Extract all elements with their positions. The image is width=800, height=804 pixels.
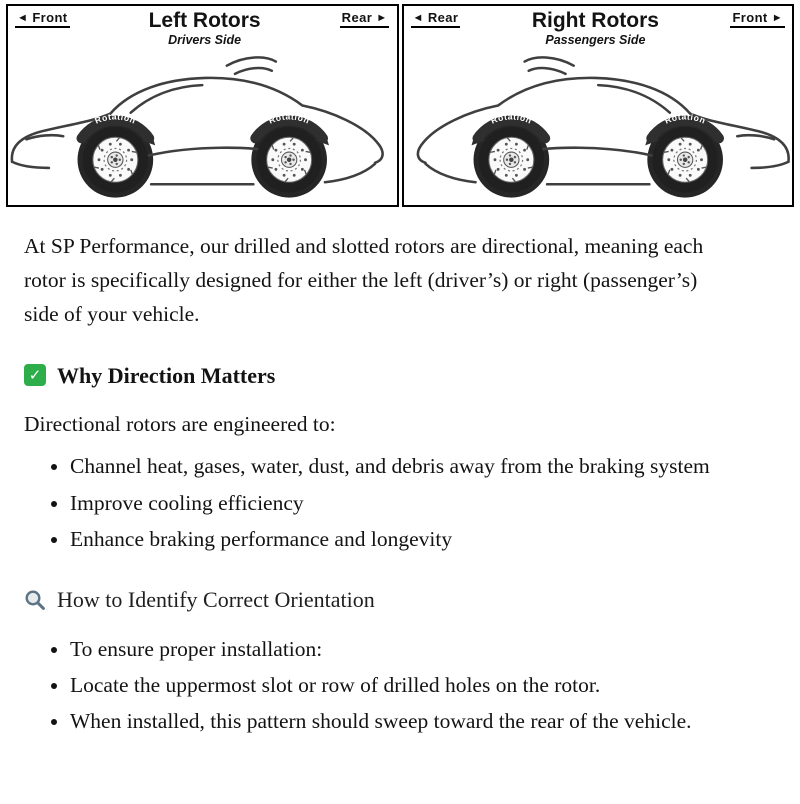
right-rotors-panel (402, 4, 795, 207)
list-item: • Locate the uppermost slot or row of drilled holes on the rotor. (70, 668, 725, 702)
arrow-left-icon: ◄ (412, 12, 424, 24)
page (0, 4, 800, 739)
rear-direction-label: ◄ Rear (411, 10, 461, 28)
left-panel-title-block (149, 10, 261, 47)
arrow-right-icon: ► (376, 12, 388, 24)
list-item: • Enhance braking performance and longevity (70, 522, 725, 556)
engineered-to-lead: Directional rotors are engineered to: (24, 411, 336, 436)
orientation-steps-list (24, 632, 774, 739)
rear-direction-label: Rear ► (340, 10, 390, 28)
rotation-label-front-wheel: Rotation (93, 110, 138, 126)
left-car-illustration (8, 47, 397, 205)
section-heading-identify-orientation (24, 582, 774, 617)
front-direction-label: ◄ Front (15, 10, 70, 28)
check-icon: ✓ (24, 364, 46, 386)
left-rotors-panel (6, 4, 399, 207)
rotation-label-front-wheel: Rotation (662, 110, 707, 126)
rotation-label-rear-wheel: Rotation (488, 110, 534, 126)
arrow-left-icon: ◄ (17, 12, 29, 24)
panel-subtitle: Drivers Side (168, 33, 242, 47)
left-panel-header (8, 6, 397, 47)
heading-text: How to Identify Correct Orientation (57, 587, 375, 613)
panel-subtitle: Passengers Side (545, 33, 646, 47)
list-item: • Channel heat, gases, water, dust, and debris away from the braking system (70, 449, 725, 483)
panel-title: Right Rotors (531, 9, 659, 32)
front-direction-label: Front ► (730, 10, 785, 28)
list-item: • Improve cooling efficiency (70, 486, 725, 520)
article-content (0, 207, 800, 739)
intro-paragraph: At SP Performance, our drilled and slotted rotors are directional, meaning each rotor is specifically designed for either the left (driver’s) or right (passenger’s) side of your vehicle. (24, 233, 704, 327)
right-car-illustration (404, 47, 793, 205)
rotor-diagram (6, 4, 794, 207)
section-heading-why-direction-matters (24, 358, 774, 393)
arrow-right-icon: ► (771, 12, 783, 24)
magnifier-icon (24, 589, 46, 611)
list-item: • To ensure proper installation: (70, 632, 725, 666)
benefits-list (24, 449, 774, 556)
list-item: • When installed, this pattern should sweep toward the rear of the vehicle. (70, 704, 725, 738)
right-panel-title-block (532, 10, 659, 47)
heading-text: Why Direction Matters (57, 362, 276, 388)
right-panel-header (404, 6, 793, 47)
rotation-label-rear-wheel: Rotation (267, 110, 312, 126)
panel-title: Left Rotors (148, 9, 261, 32)
